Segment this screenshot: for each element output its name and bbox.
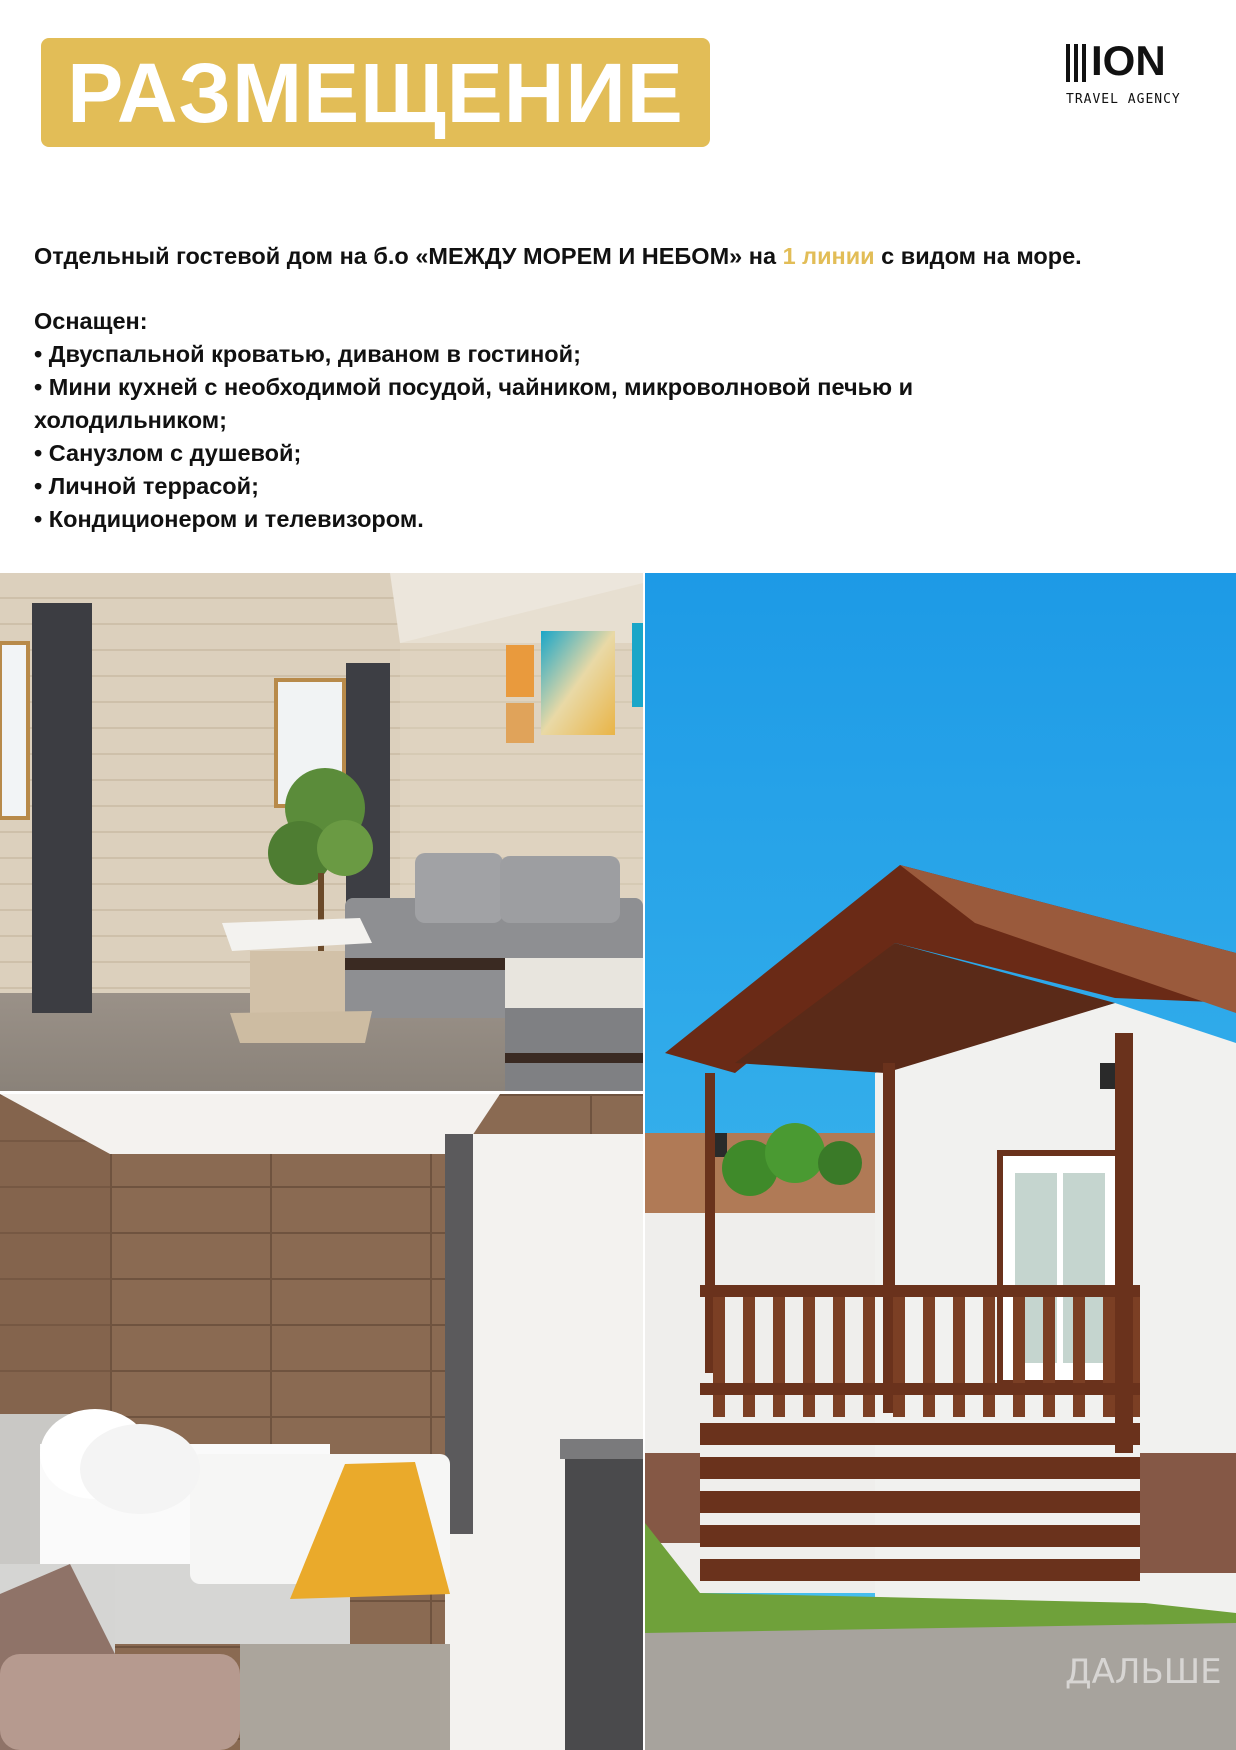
title-banner [41, 38, 710, 147]
photo-watermark: ДАЛЬШЕ [1065, 1652, 1222, 1692]
feature-item: • Личной террасой; [34, 473, 259, 499]
feature-item: • Кондиционером и телевизором. [34, 506, 424, 532]
logo-name: ION [1091, 37, 1166, 84]
intro-after: с видом на море. [874, 243, 1082, 269]
description-block [34, 240, 1224, 536]
equipment-title: Оснащен: [34, 308, 148, 334]
page-title: РАЗМЕЩЕНИЕ [67, 45, 684, 140]
feature-item: • Двуспальной кроватью, диваном в гостиной; [34, 341, 581, 367]
bedroom-photo [0, 1094, 643, 1750]
feature-item: • Санузлом с душевой; [34, 440, 302, 466]
logo-bars-icon [1066, 44, 1086, 82]
intro-text [34, 240, 1224, 273]
photo-collage [0, 573, 1236, 1750]
living-room-photo [0, 573, 643, 1091]
logo-subtitle: TRAVEL AGENCY [1066, 92, 1181, 107]
feature-item: • Мини кухней с необходимой посудой, чайником, микроволновой печью и холодильником; [34, 374, 914, 433]
intro-before: Отдельный гостевой дом на б.о «МЕЖДУ МОРЕМ И НЕБОМ» на [34, 243, 783, 269]
agency-logo [1066, 37, 1190, 116]
house-exterior-photo [645, 573, 1236, 1750]
intro-highlight: 1 линии [782, 243, 875, 269]
logo-mark [1066, 37, 1190, 84]
